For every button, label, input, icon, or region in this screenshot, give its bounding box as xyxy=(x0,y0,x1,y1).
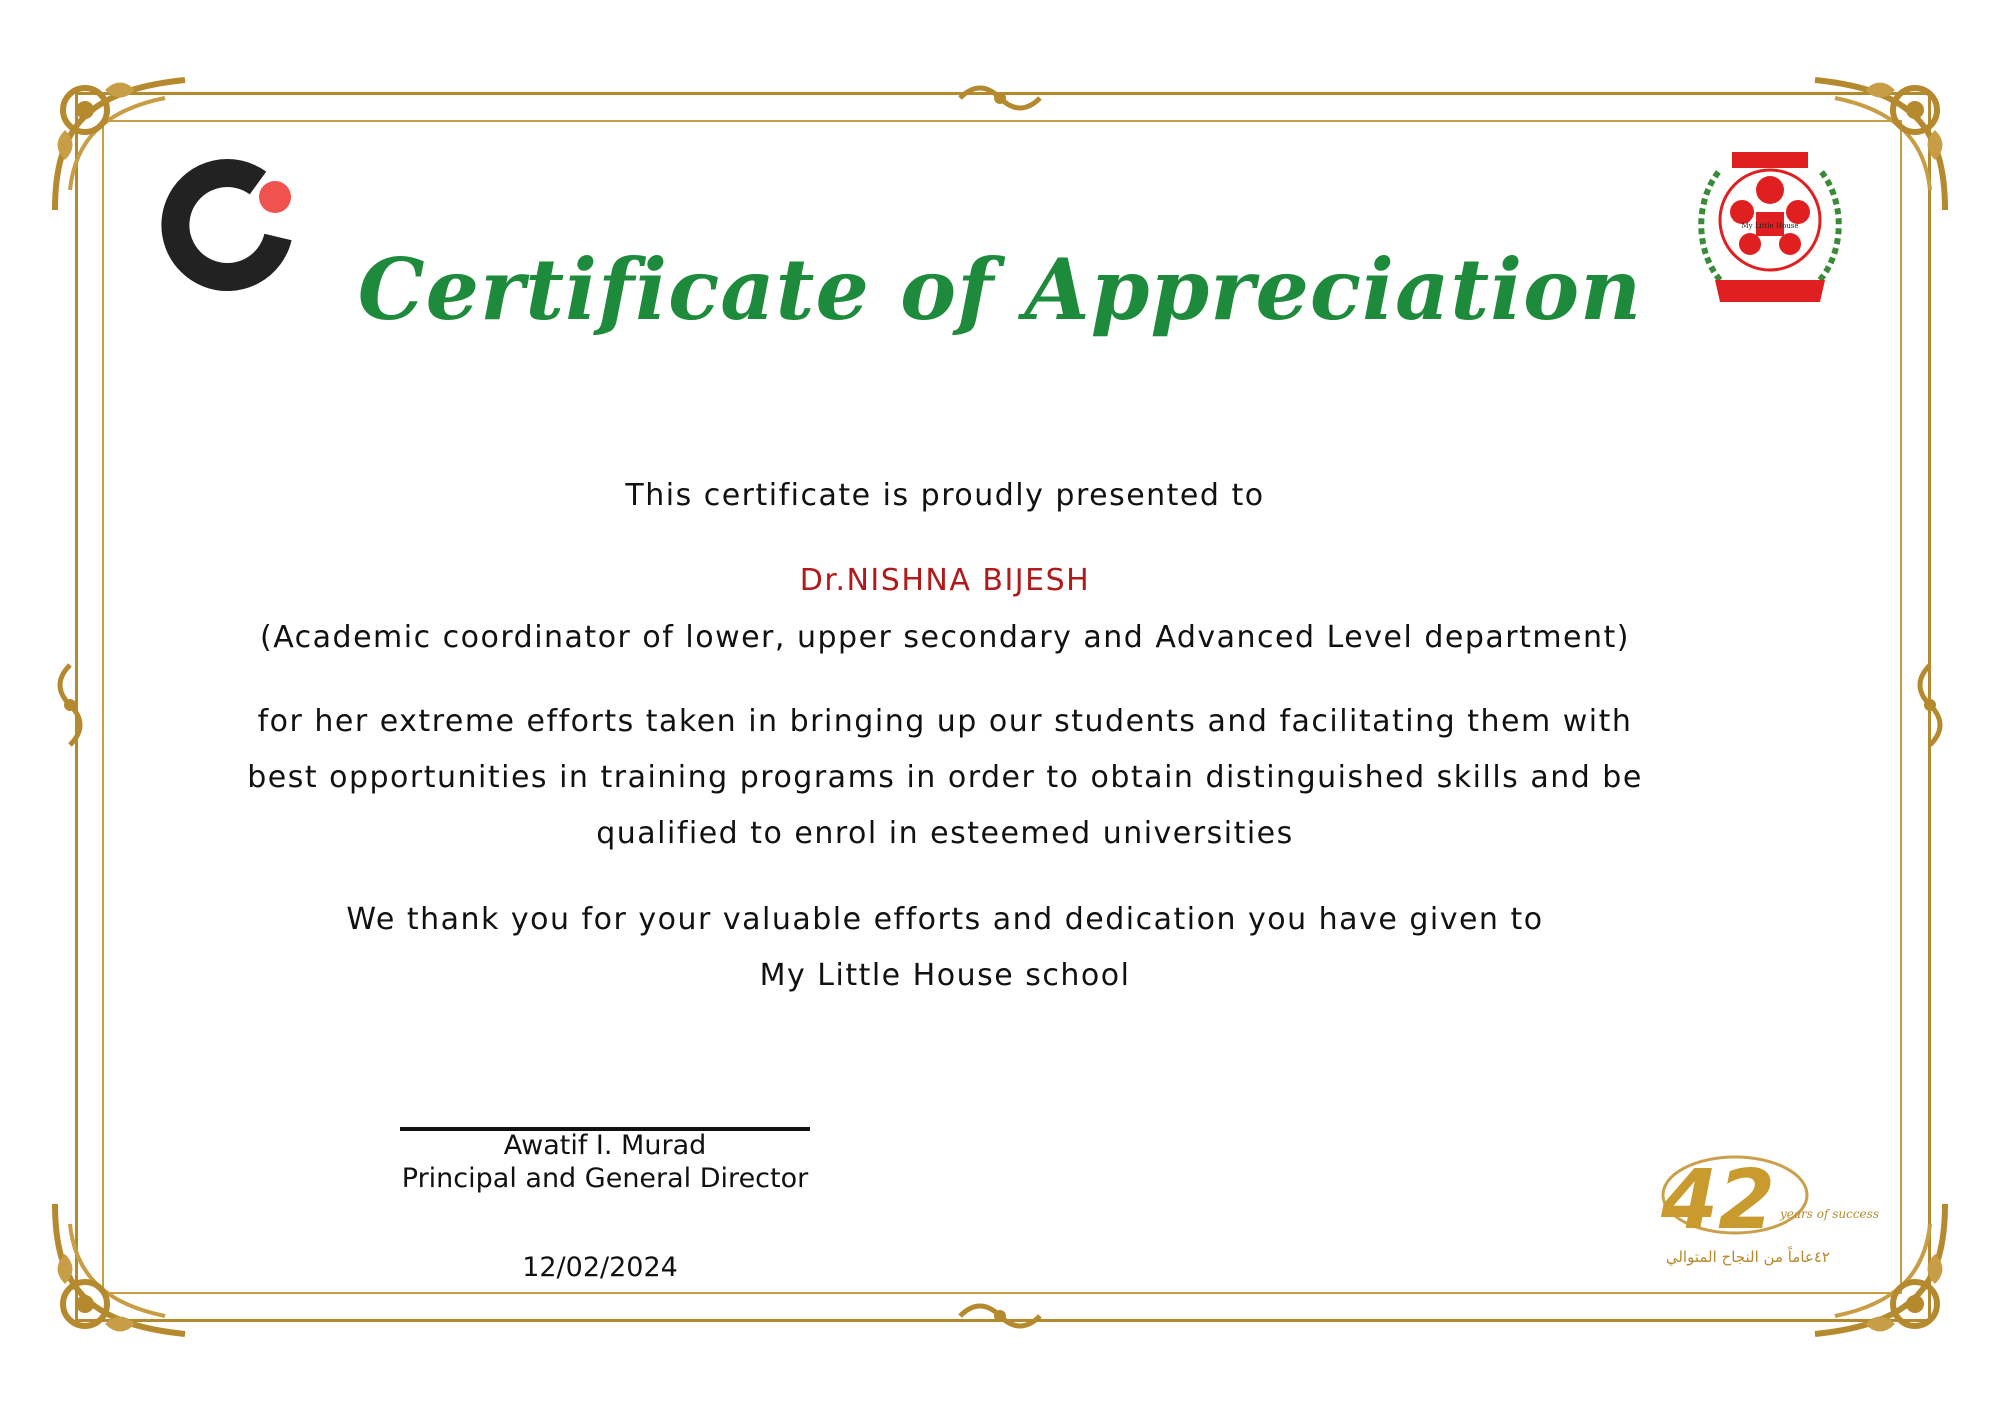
signatory-name: Awatif I. Murad xyxy=(503,1130,707,1161)
certificate-title: Certificate of Appreciation xyxy=(357,240,1643,339)
ornament-scroll-icon xyxy=(1910,655,1950,755)
anniversary-tagline: years of success xyxy=(1780,1207,1879,1221)
ornament-scroll-icon xyxy=(950,1296,1050,1336)
thanks-line-1: We thank you for your valuable efforts and dedication you have given to xyxy=(346,902,1544,937)
body-line-1: for her extreme efforts taken in bringing up our students and facilitating them with xyxy=(257,704,1633,739)
school-logo-text: My Little House xyxy=(1741,222,1799,230)
ornament-corner-icon xyxy=(45,1194,195,1344)
presented-line: This certificate is proudly presented to xyxy=(625,478,1265,513)
body-line-3: qualified to enrol in esteemed universities xyxy=(596,816,1294,851)
anniversary-42-graphic xyxy=(1640,1140,1879,1280)
anniversary-number: 42 xyxy=(1660,1153,1776,1248)
anniversary-arabic: ٤٢عاماً من النجاح المتوالي xyxy=(1665,1248,1830,1266)
ornament-scroll-icon xyxy=(950,78,1050,118)
body-line-2: best opportunities in training programs in order to obtain distinguished skills and be xyxy=(247,760,1643,795)
certificate-date: 12/02/2024 xyxy=(522,1252,678,1283)
thanks-line-2: My Little House school xyxy=(759,958,1131,993)
signatory-title: Principal and General Director xyxy=(401,1163,809,1194)
anniversary-42-icon xyxy=(1640,1140,1879,1280)
recipient-role: (Academic coordinator of lower, upper secondary and Advanced Level department) xyxy=(259,620,1630,655)
recipient-name: Dr.NISHNA BIJESH xyxy=(799,563,1091,598)
ornament-scroll-icon xyxy=(50,655,90,755)
